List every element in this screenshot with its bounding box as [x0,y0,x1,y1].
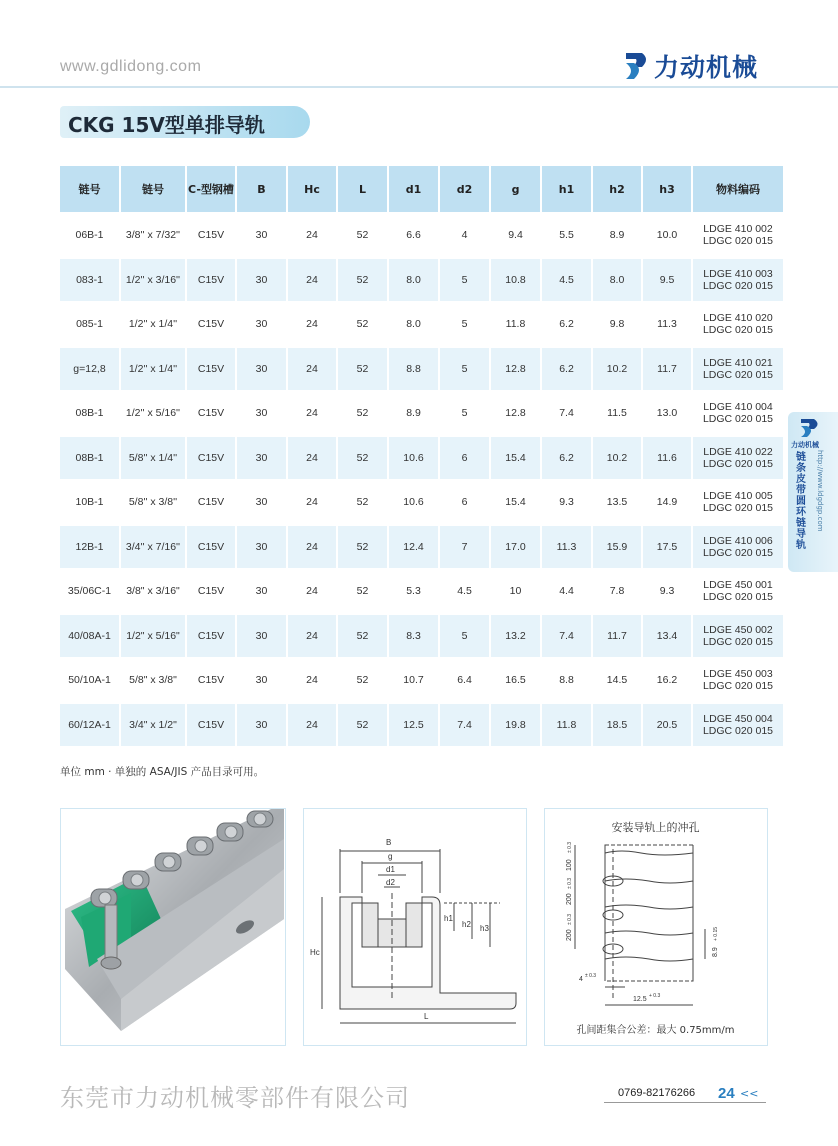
table-cell: 1/2" x 5/16" [121,615,185,658]
table-cell: 08B-1 [60,437,119,480]
table-cell: 9.8 [593,303,641,346]
dim-4: 4 [579,976,583,983]
table-cell: 30 [237,392,286,435]
table-header-cell: B [237,166,286,212]
material-code-secondary: LDGC 020 015 [702,635,774,648]
holes-drawing [545,809,766,1044]
table-cell: 13.2 [491,615,540,658]
website-url: www.gdlidong.com [60,58,202,75]
table-cell: 13.5 [593,481,641,524]
table-cell: 24 [288,526,336,569]
table-cell: 3/8'' x 7/32'' [121,214,185,257]
table-cell: C15V [187,259,235,302]
material-code-cell [693,615,783,658]
product-photo-panel [60,808,286,1046]
table-cell: 9.4 [491,214,540,257]
label-B: B [386,838,392,847]
table-cell: 52 [338,659,387,702]
table-cell: 11.5 [593,392,641,435]
table-cell: 6.2 [542,348,591,391]
table-header-cell: 链号 [60,166,119,212]
table-cell: 24 [288,259,336,302]
dim-200-b: 200 [566,929,573,941]
table-cell: 06B-1 [60,214,119,257]
table-cell: 10.6 [389,437,438,480]
table-cell: 7.4 [542,615,591,658]
table-cell: 19.8 [491,704,540,747]
table-row [60,348,783,391]
dim-8-9: 8.9 [712,947,719,957]
table-cell: 08B-1 [60,392,119,435]
table-cell: 24 [288,704,336,747]
material-code-primary: LDGE 410 020 [703,312,773,325]
table-cell: 5 [440,615,489,658]
logo-text: 力动机械 [654,53,759,82]
table-cell: 18.5 [593,704,641,747]
table-cell: 11.7 [593,615,641,658]
table-cell: 6 [440,481,489,524]
table-cell: 5 [440,303,489,346]
material-code-primary: LDGE 410 003 [703,267,773,280]
phone-number: 0769-82176266 [618,1087,696,1099]
table-cell: 11.8 [491,303,540,346]
material-code-secondary: LDGC 020 015 [702,324,774,337]
tol-4: ± 0.3 [585,973,597,979]
table-cell: 10 [491,570,540,613]
material-code-cell [693,570,783,613]
table-cell: 7 [440,526,489,569]
table-cell: 5.3 [389,570,438,613]
table-cell: C15V [187,704,235,747]
material-code-primary: LDGE 410 022 [703,445,773,458]
table-cell: 5/8'' x 3/8'' [121,481,185,524]
table-row [60,615,783,658]
material-code-cell [693,303,783,346]
table-cell: 11.8 [542,704,591,747]
spec-table [58,164,785,748]
table-cell: 5/8'' x 1/4'' [121,437,185,480]
table-cell: 52 [338,481,387,524]
table-cell: 15.4 [491,437,540,480]
material-code-cell [693,704,783,747]
table-cell: C15V [187,615,235,658]
table-cell: 24 [288,615,336,658]
table-cell: 20.5 [643,704,691,747]
table-cell: 13.4 [643,615,691,658]
table-cell: 52 [338,437,387,480]
table-cell: 11.7 [643,348,691,391]
material-code-secondary: LDGC 020 015 [702,457,774,470]
table-cell: 7.4 [440,704,489,747]
material-code-cell [693,214,783,257]
table-cell: 11.6 [643,437,691,480]
table-cell: 30 [237,615,286,658]
table-cell: 11.3 [643,303,691,346]
label-h2: h2 [462,920,471,929]
table-cell: 24 [288,214,336,257]
side-logo-icon [800,418,822,438]
label-h1: h1 [444,914,453,923]
material-code-cell [693,659,783,702]
label-d2: d2 [386,878,395,887]
unit-note: 单位 mm · 单独的 ASA/JIS 产品目录可用。 [60,766,265,778]
side-categories: 链条 皮带 圆环链导轨 [796,452,806,551]
table-cell: C15V [187,481,235,524]
profile-drawing-panel [303,808,527,1046]
side-url: http://www.ldgdgp.com [816,450,824,532]
table-cell: 6.2 [542,303,591,346]
table-header-cell: Hc [288,166,336,212]
table-cell: 8.9 [389,392,438,435]
material-code-secondary: LDGC 020 015 [702,235,774,248]
table-cell: 5 [440,259,489,302]
spec-table-container [58,164,783,748]
table-cell: 10.0 [643,214,691,257]
page-number: 24 [718,1085,735,1102]
table-cell: 14.5 [593,659,641,702]
table-cell: 52 [338,392,387,435]
material-code-primary: LDGE 410 004 [703,401,773,414]
holes-caption: 孔间距集合公差：最大 0.75mm/m [576,1025,735,1036]
table-row [60,659,783,702]
table-cell: g=12,8 [60,348,119,391]
table-cell: 1/2'' x 1/4'' [121,348,185,391]
table-cell: 30 [237,437,286,480]
material-code-secondary: LDGC 020 015 [702,546,774,559]
material-code-primary: LDGE 410 005 [703,490,773,503]
table-header-cell: h1 [542,166,591,212]
profile-cross-section-drawing [304,809,525,1044]
table-header-cell: d1 [389,166,438,212]
table-cell: 40/08A-1 [60,615,119,658]
material-code-primary: LDGE 410 021 [703,356,773,369]
table-row [60,437,783,480]
table-cell: 083-1 [60,259,119,302]
table-header-cell: 物料编码 [693,166,783,212]
table-row [60,214,783,257]
material-code-primary: LDGE 450 001 [703,579,773,592]
table-cell: 10.2 [593,437,641,480]
table-cell: C15V [187,303,235,346]
table-cell: 30 [237,704,286,747]
table-cell: 24 [288,570,336,613]
table-cell: 24 [288,481,336,524]
material-code-primary: LDGE 410 002 [703,223,773,236]
table-cell: 30 [237,659,286,702]
table-cell: 8.0 [593,259,641,302]
table-cell: 30 [237,570,286,613]
material-code-primary: LDGE 450 003 [703,668,773,681]
table-row [60,303,783,346]
header-divider [0,86,838,88]
table-cell: 24 [288,348,336,391]
material-code-cell [693,526,783,569]
table-row [60,259,783,302]
table-cell: 12.4 [389,526,438,569]
company-logo [624,48,758,84]
table-cell: 5/8" x 3/8" [121,659,185,702]
table-cell: 10.6 [389,481,438,524]
table-row [60,704,783,747]
table-cell: 085-1 [60,303,119,346]
product-photo-illustration [61,809,284,1044]
table-cell: 1/2'' x 3/16'' [121,259,185,302]
table-cell: 52 [338,259,387,302]
side-brand: 力动机械 [791,441,819,449]
table-cell: 3/4'' x 7/16'' [121,526,185,569]
holes-title: 安装导轨上的冲孔 [611,821,700,834]
material-code-cell [693,437,783,480]
table-cell: 1/2'' x 5/16'' [121,392,185,435]
material-code-primary: LDGE 450 002 [703,623,773,636]
table-row [60,392,783,435]
table-cell: C15V [187,214,235,257]
table-row [60,526,783,569]
material-code-cell [693,348,783,391]
table-cell: 5.5 [542,214,591,257]
label-g: g [388,852,393,861]
table-cell: 14.9 [643,481,691,524]
table-cell: 12B-1 [60,526,119,569]
material-code-cell [693,392,783,435]
table-cell: 52 [338,526,387,569]
table-cell: 30 [237,259,286,302]
material-code-secondary: LDGC 020 015 [702,724,774,737]
material-code-secondary: LDGC 020 015 [702,279,774,292]
material-code-secondary: LDGC 020 015 [702,413,774,426]
table-cell: C15V [187,392,235,435]
table-cell: C15V [187,526,235,569]
table-cell: 8.8 [389,348,438,391]
table-cell: 12.5 [389,704,438,747]
table-cell: 4 [440,214,489,257]
table-cell: 4.5 [542,259,591,302]
table-cell: 12.8 [491,392,540,435]
table-row [60,481,783,524]
table-cell: 13.0 [643,392,691,435]
tol-200-a: ± 0.3 [567,877,573,889]
table-cell: 7.8 [593,570,641,613]
table-cell: 10.8 [491,259,540,302]
logo-mark-icon [624,51,650,81]
table-cell: 52 [338,704,387,747]
table-cell: 30 [237,526,286,569]
table-cell: 1/2'' x 1/4'' [121,303,185,346]
table-cell: 8.8 [542,659,591,702]
table-header-cell: g [491,166,540,212]
material-code-secondary: LDGC 020 015 [702,368,774,381]
table-cell: 35/06C-1 [60,570,119,613]
table-cell: 11.3 [542,526,591,569]
material-code-cell [693,259,783,302]
table-cell: 4.5 [440,570,489,613]
table-header-cell: 链号 [121,166,185,212]
table-cell: 10.7 [389,659,438,702]
title-banner [60,106,310,138]
table-cell: 24 [288,392,336,435]
table-cell: 3/4" x 1/2" [121,704,185,747]
table-cell: 6.2 [542,437,591,480]
table-cell: C15V [187,570,235,613]
table-cell: 10B-1 [60,481,119,524]
table-cell: 52 [338,570,387,613]
table-cell: 15.4 [491,481,540,524]
material-code-cell [693,481,783,524]
table-cell: 3/8" x 3/16" [121,570,185,613]
table-cell: 8.0 [389,303,438,346]
table-cell: 16.5 [491,659,540,702]
table-cell: 8.9 [593,214,641,257]
tol-8-9: + 0.15 [713,926,719,941]
table-cell: 30 [237,303,286,346]
label-h3: h3 [480,924,489,933]
table-cell: 4.4 [542,570,591,613]
table-cell: 30 [237,214,286,257]
dim-12-5: 12.5 [633,996,647,1003]
table-cell: 6.6 [389,214,438,257]
table-cell: 5 [440,392,489,435]
table-cell: 6.4 [440,659,489,702]
table-cell: 5 [440,348,489,391]
table-cell: 52 [338,214,387,257]
tol-12-5: + 0.3 [649,993,661,999]
label-L: L [424,1012,429,1021]
table-cell: 17.5 [643,526,691,569]
table-cell: 24 [288,437,336,480]
table-cell: 8.3 [389,615,438,658]
table-cell: 6 [440,437,489,480]
material-code-secondary: LDGC 020 015 [702,680,774,693]
table-cell: 52 [338,615,387,658]
table-cell: 24 [288,659,336,702]
table-cell: 60/12A-1 [60,704,119,747]
mounting-holes-panel [544,808,768,1046]
material-code-secondary: LDGC 020 015 [702,591,774,604]
footer-contact [604,1085,766,1103]
table-cell: 8.0 [389,259,438,302]
table-header-cell: h2 [593,166,641,212]
table-cell: 9.3 [643,570,691,613]
table-header-cell: C-型钢槽 [187,166,235,212]
label-Hc: Hc [310,948,320,957]
side-category-tab [788,412,838,572]
table-cell: 52 [338,348,387,391]
table-header-row [60,166,783,212]
table-cell: 52 [338,303,387,346]
company-name: 东莞市力动机械零部件有限公司 [60,1084,410,1112]
material-code-primary: LDGE 410 006 [703,534,773,547]
table-cell: C15V [187,659,235,702]
table-cell: 10.2 [593,348,641,391]
table-cell: 50/10A-1 [60,659,119,702]
table-cell: 30 [237,348,286,391]
table-cell: 24 [288,303,336,346]
page-title: CKG 15V型单排导轨 [68,113,265,137]
table-cell: 7.4 [542,392,591,435]
table-cell: 16.2 [643,659,691,702]
table-row [60,570,783,613]
table-cell: 30 [237,481,286,524]
table-cell: C15V [187,437,235,480]
label-d1: d1 [386,865,395,874]
table-cell: 12.8 [491,348,540,391]
table-cell: 9.5 [643,259,691,302]
table-header-cell: h3 [643,166,691,212]
material-code-primary: LDGE 450 004 [703,712,773,725]
table-header-cell: d2 [440,166,489,212]
tol-100: ± 0.3 [567,841,573,853]
dim-200-a: 200 [566,893,573,905]
table-cell: 17.0 [491,526,540,569]
table-cell: 15.9 [593,526,641,569]
tol-200-b: ± 0.3 [567,913,573,925]
dim-100: 100 [566,859,573,871]
material-code-secondary: LDGC 020 015 [702,502,774,515]
table-header-cell: L [338,166,387,212]
table-cell: C15V [187,348,235,391]
table-cell: 9.3 [542,481,591,524]
double-arrow-icon: << [740,1087,759,1100]
